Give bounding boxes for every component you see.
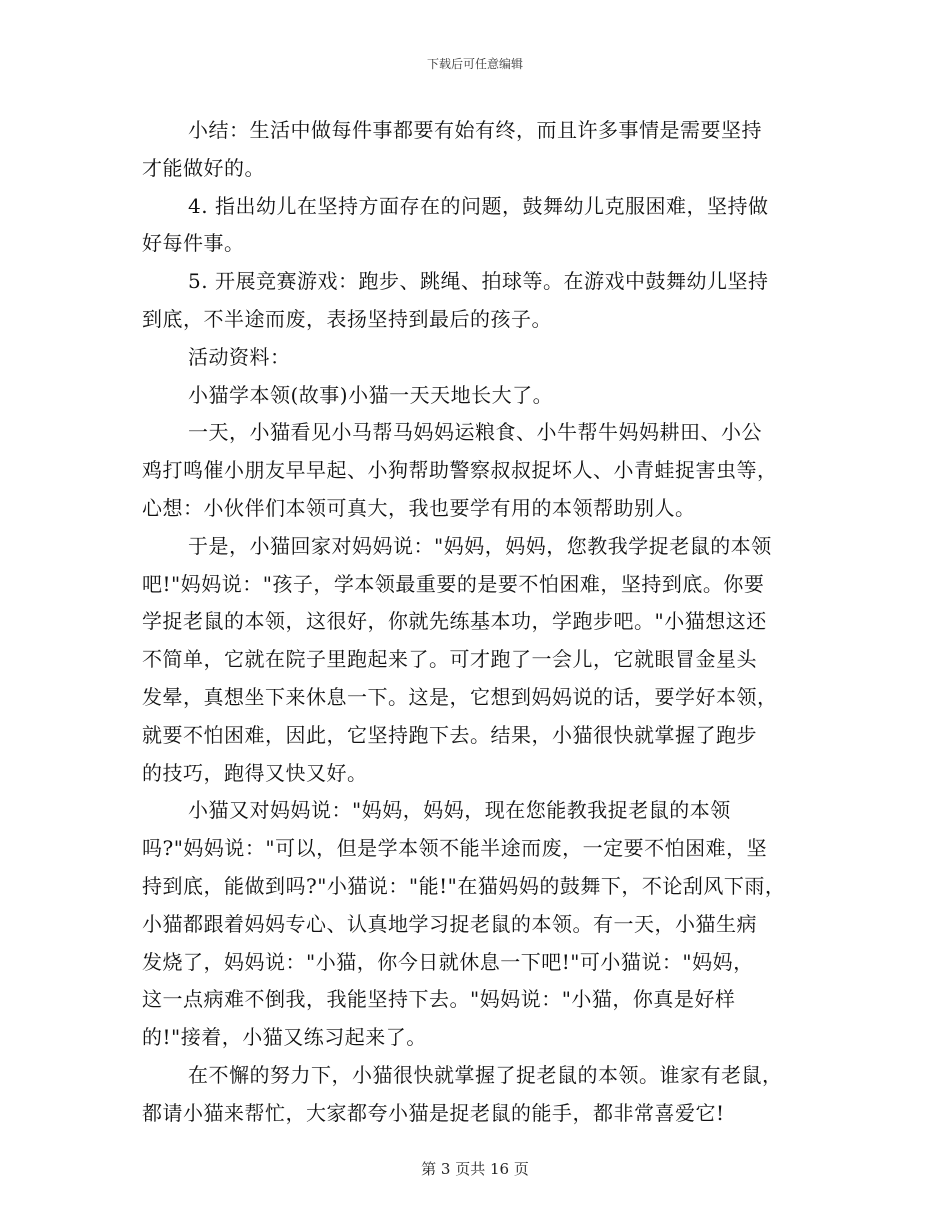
text-line: 才能做好的。: [142, 155, 265, 180]
text-line: 鸡打鸣催小朋友早早起、小狗帮助警察叔叔捉坏人、小青蛙捉害虫等，: [142, 458, 778, 483]
text-line: 4. 指出幼儿在坚持方面存在的问题，鼓舞幼儿克服困难，坚持做: [188, 193, 769, 218]
page-footer: 第 3 页共 16 页: [421, 1160, 529, 1178]
text-line: 小猫都跟着妈妈专心、认真地学习捉老鼠的本领。有一天，小猫生病: [142, 911, 757, 936]
text-line: 都请小猫来帮忙，大家都夸小猫是捉老鼠的能手，都非常喜爱它!: [142, 1100, 725, 1125]
text-line: 的技巧，跑得又快又好。: [142, 760, 368, 785]
text-line: 在不懈的努力下，小猫很快就掌握了捉老鼠的本领。谁家有老鼠，: [188, 1062, 783, 1087]
text-line: 于是，小猫回家对妈妈说："妈妈，妈妈，您教我学捉老鼠的本领: [188, 533, 772, 558]
text-line: 小猫学本领(故事)小猫一天天地长大了。: [188, 382, 554, 407]
text-line: 持到底，能做到吗?"小猫说："能!"在猫妈妈的鼓舞下，不论刮风下雨，: [142, 873, 786, 898]
text-line: 活动资料：: [188, 344, 291, 369]
text-line: 这一点病难不倒我，我能坚持下去。"妈妈说："小猫，你真是好样: [142, 987, 736, 1012]
text-line: 小猫又对妈妈说："妈妈，妈妈，现在您能教我捉老鼠的本领: [188, 798, 731, 823]
text-line: 5. 开展竞赛游戏：跑步、跳绳、拍球等。在游戏中鼓舞幼儿坚持: [188, 269, 769, 294]
text-line: 小结：生活中做每件事都要有始有终，而且许多事情是需要坚持: [188, 118, 762, 142]
document-body: [142, 112, 812, 1133]
text-line: 学捉老鼠的本领，这很好，你就先练基本功，学跑步吧。"小猫想这还: [142, 609, 767, 634]
text-line: 的!"接着，小猫又练习起来了。: [142, 1025, 427, 1050]
page-header: 下载后可任意编辑: [426, 57, 523, 71]
text-line: 到底，不半途而废，表扬坚持到最后的孩子。: [142, 306, 552, 331]
text-line: 好每件事。: [142, 231, 245, 256]
text-line: 心想：小伙伴们本领可真大，我也要学有用的本领帮助别人。: [142, 495, 696, 520]
text-line: 发烧了，妈妈说："小猫，你今日就休息一下吧!"可小猫说："妈妈，: [142, 949, 754, 974]
text-line: 发晕，真想坐下来休息一下。这是，它想到妈妈说的话，要学好本领，: [142, 684, 778, 709]
text-line: 不简单，它就在院子里跑起来了。可才跑了一会儿，它就眼冒金星头: [142, 647, 757, 672]
text-line: 就要不怕困难，因此，它坚持跑下去。结果，小猫很快就掌握了跑步: [142, 722, 757, 747]
text-line: 一天，小猫看见小马帮马妈妈运粮食、小牛帮牛妈妈耕田、小公: [188, 420, 762, 445]
text-line: 吧!"妈妈说："孩子，学本领最重要的是要不怕困难，坚持到底。你要: [142, 571, 765, 596]
text-line: 吗?"妈妈说："可以，但是学本领不能半途而废，一定要不怕困难，坚: [142, 836, 768, 861]
